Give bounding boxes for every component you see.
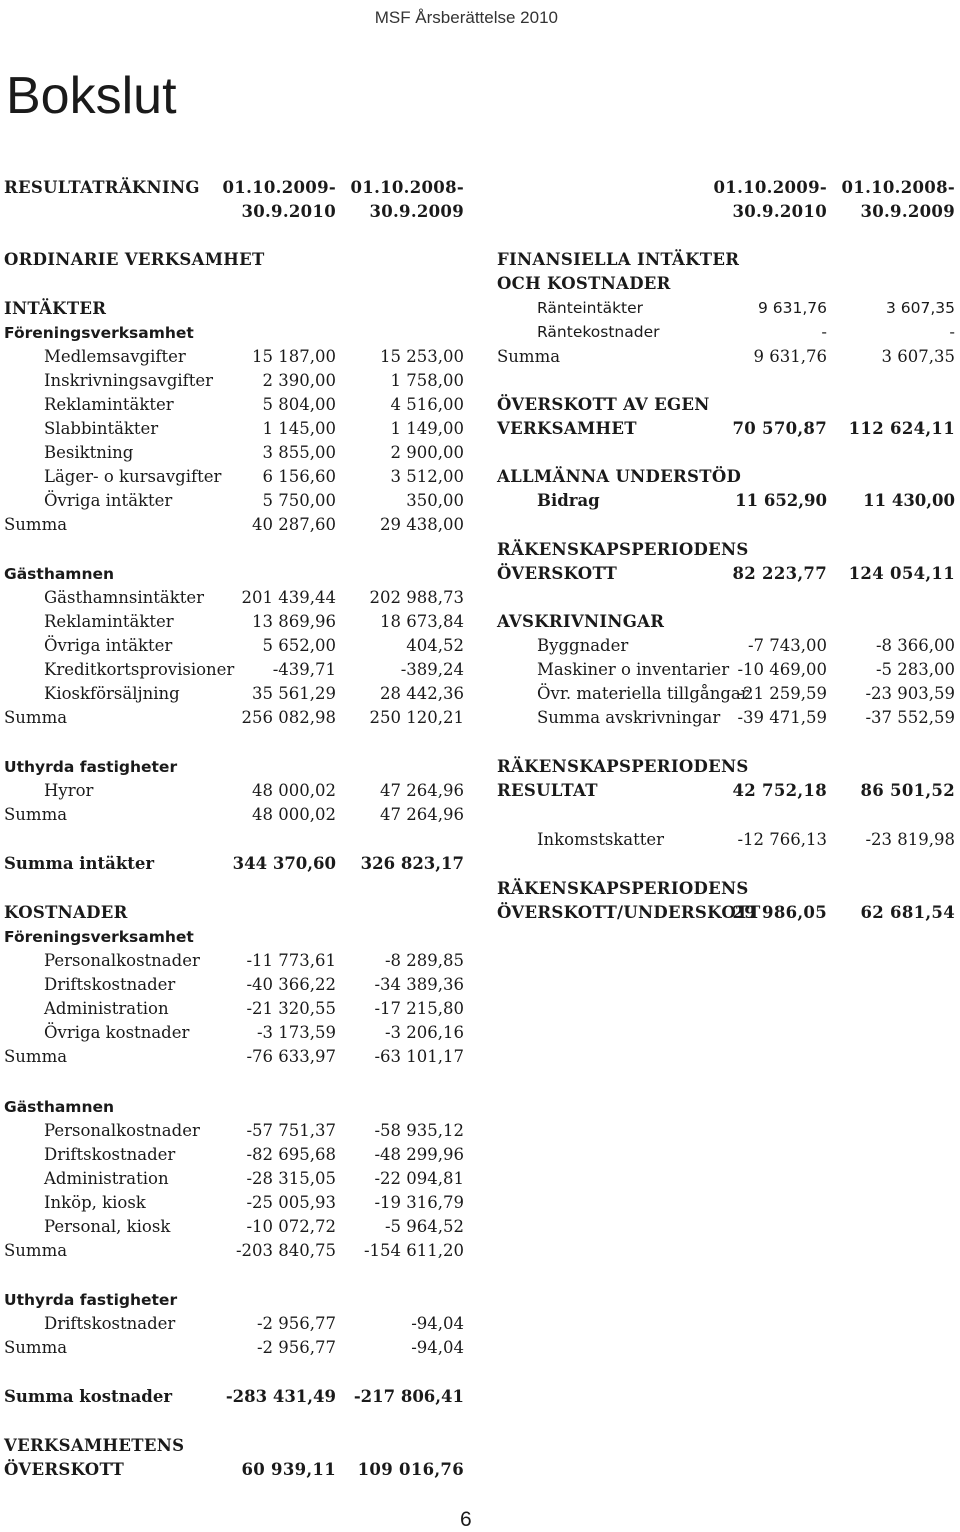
row-label: Summa [4,1047,68,1066]
value-2008-2009: 202 988,73 [369,588,464,607]
row-label: Byggnader [537,636,629,655]
row-label: ÖVERSKOTT [497,564,618,583]
row-label: Summa [497,347,561,366]
left-table-row [4,369,464,393]
value-2008-2009: -5 283,00 [875,660,955,679]
value-2008-2009: -8 289,85 [384,951,464,970]
row-label: Summa intäkter [4,854,155,873]
period-current-end: 30.9.2010 [732,202,827,221]
row-label: Kreditkortsprovisioner [44,660,235,679]
value-2009-2010: 29 986,05 [732,903,827,922]
left-table-row [4,755,464,779]
left-table-row [4,1045,464,1069]
value-2009-2010: -203 840,75 [235,1241,336,1260]
right-table-row [497,417,959,441]
value-2009-2010: -39 471,59 [737,708,827,727]
right-table-row [497,296,959,320]
row-label: Personalkostnader [44,1121,200,1140]
value-2008-2009: -154 611,20 [363,1241,464,1260]
row-label: RÄKENSKAPSPERIODENS [497,757,749,776]
value-2009-2010: 42 752,18 [732,781,827,800]
left-table-row [4,1385,464,1409]
left-table-row [4,852,464,876]
value-2008-2009: 350,00 [406,491,464,510]
value-2008-2009: -94,04 [411,1338,464,1357]
left-table-row [4,297,464,321]
value-2009-2010: 9 631,76 [753,347,827,366]
value-2008-2009: -217 806,41 [353,1387,464,1406]
value-2009-2010: 13 869,96 [252,612,336,631]
left-table-row [4,1167,464,1191]
row-label: Maskiner o inventarier [537,660,730,679]
value-2008-2009: 3 607,35 [885,299,955,317]
left-table-row [4,1095,464,1119]
value-2009-2010: -11 773,61 [246,951,336,970]
value-2008-2009: 47 264,96 [380,781,464,800]
right-table-row [497,877,959,901]
value-2009-2010: -12 766,13 [737,830,827,849]
right-table-row [497,562,959,586]
value-2009-2010: 48 000,02 [252,805,336,824]
left-table-row [4,779,464,803]
value-2008-2009: 18 673,84 [380,612,464,631]
period-previous-end: 30.9.2009 [860,202,955,221]
row-label: VERKSAMHETENS [4,1436,185,1455]
value-2009-2010: 344 370,60 [232,854,336,873]
row-label: Övriga kostnader [44,1023,190,1042]
value-2008-2009: 1 149,00 [390,419,464,438]
row-label: Personalkostnader [44,951,200,970]
row-label: Slabbintäkter [44,419,159,438]
row-label: Summa [4,708,68,727]
row-label: ORDINARIE VERKSAMHET [4,250,265,269]
left-table-row [4,393,464,417]
value-2008-2009: 15 253,00 [380,347,464,366]
row-label: Administration [44,1169,169,1188]
value-2009-2010: -3 173,59 [256,1023,336,1042]
row-label: Läger- o kursavgifter [44,467,222,486]
value-2008-2009: 47 264,96 [380,805,464,824]
value-2008-2009: 86 501,52 [860,781,955,800]
value-2008-2009: 3 607,35 [881,347,955,366]
value-2009-2010: 201 439,44 [241,588,336,607]
value-2009-2010: -21 259,59 [737,684,827,703]
value-2008-2009: 404,52 [406,636,464,655]
value-2009-2010: 3 855,00 [262,443,336,462]
value-2009-2010: -82 695,68 [246,1145,336,1164]
value-2008-2009: 326 823,17 [360,854,464,873]
value-2008-2009: 3 512,00 [390,467,464,486]
page-title: Bokslut [6,67,177,125]
value-2009-2010: -21 320,55 [246,999,336,1018]
left-table-row [4,1312,464,1336]
value-2008-2009: -34 389,36 [374,975,464,994]
left-table-row [4,321,464,345]
right-header-row-2 [497,200,959,224]
row-label: INTÄKTER [4,299,107,318]
row-label: VERKSAMHET [497,419,637,438]
row-label: Inkomstskatter [537,830,665,849]
value-2008-2009: 2 900,00 [390,443,464,462]
value-2008-2009: -22 094,81 [374,1169,464,1188]
row-label: Summa [4,1241,68,1260]
value-2008-2009: -17 215,80 [374,999,464,1018]
row-label: Summa kostnader [4,1387,173,1406]
value-2008-2009: 29 438,00 [380,515,464,534]
row-label: KOSTNADER [4,903,128,922]
right-table-row [497,272,959,296]
right-table-row [497,706,959,730]
right-table-row [497,610,959,634]
right-table-row [497,489,959,513]
left-table-row [4,1336,464,1360]
value-2009-2010: 6 156,60 [262,467,336,486]
period-current-start: 01.10.2009- [222,178,336,197]
left-table-row [4,973,464,997]
value-2009-2010: 40 287,60 [252,515,336,534]
value-2008-2009: 1 758,00 [390,371,464,390]
value-2009-2010: 5 804,00 [262,395,336,414]
left-table-row [4,1143,464,1167]
row-label: Övriga intäkter [44,491,173,510]
row-label: Reklamintäkter [44,395,174,414]
row-label: ALLMÄNNA UNDERSTÖD [497,467,742,486]
row-label: Summa avskrivningar [537,708,721,727]
row-label: Driftskostnader [44,975,176,994]
value-2008-2009: 4 516,00 [390,395,464,414]
row-label: Summa [4,515,68,534]
left-table-row [4,1458,464,1482]
row-label: Gästhamnen [4,565,115,583]
row-label: Driftskostnader [44,1145,176,1164]
row-label: Föreningsverksamhet [4,928,194,946]
value-2008-2009: -23 903,59 [865,684,955,703]
left-table-row [4,658,464,682]
value-2008-2009: 250 120,21 [369,708,464,727]
value-2009-2010: 15 187,00 [252,347,336,366]
right-table-row [497,828,959,852]
value-2009-2010: -28 315,05 [246,1169,336,1188]
value-2009-2010: 1 145,00 [262,419,336,438]
row-label: Gästhamnsintäkter [44,588,204,607]
value-2009-2010: 70 570,87 [732,419,827,438]
value-2008-2009: -37 552,59 [865,708,955,727]
page-number: 6 [460,1508,472,1531]
period-current-end: 30.9.2010 [241,202,336,221]
value-2008-2009: -19 316,79 [374,1193,464,1212]
left-header-row [4,176,464,200]
row-label: Hyror [44,781,94,800]
left-table-row [4,610,464,634]
row-label: OCH KOSTNADER [497,274,671,293]
left-table-row [4,1191,464,1215]
right-table-row [497,393,959,417]
left-table-row [4,997,464,1021]
value-2008-2009: -63 101,17 [374,1047,464,1066]
row-label: Gästhamnen [4,1098,115,1116]
left-table-row [4,1215,464,1239]
value-2008-2009: -58 935,12 [374,1121,464,1140]
left-table-row [4,803,464,827]
value-2009-2010: -57 751,37 [246,1121,336,1140]
left-table-row [4,1119,464,1143]
value-2009-2010: 11 652,90 [735,491,827,510]
period-previous-end: 30.9.2009 [369,202,464,221]
row-label: Medlemsavgifter [44,347,186,366]
row-label: RESULTAT [497,781,598,800]
value-2008-2009: - [949,323,955,341]
row-label: Driftskostnader [44,1314,176,1333]
value-2009-2010: 82 223,77 [732,564,827,583]
left-table-row [4,682,464,706]
right-table-row [497,538,959,562]
value-2009-2010: -10 072,72 [246,1217,336,1236]
right-table-row [497,465,959,489]
right-table-row [497,634,959,658]
period-previous-start: 01.10.2008- [350,178,464,197]
right-table-row [497,248,959,272]
row-label: ÖVERSKOTT [4,1460,125,1479]
value-2009-2010: 60 939,11 [241,1460,336,1479]
row-label: RÄKENSKAPSPERIODENS [497,540,749,559]
value-2009-2010: 256 082,98 [241,708,336,727]
value-2008-2009: 124 054,11 [848,564,955,583]
row-label: RÄKENSKAPSPERIODENS [497,879,749,898]
value-2009-2010: -2 956,77 [256,1314,336,1333]
left-table-row [4,417,464,441]
row-label: Kioskförsäljning [44,684,180,703]
value-2009-2010: - [821,323,827,341]
value-2008-2009: -389,24 [400,660,464,679]
period-current-start: 01.10.2009- [713,178,827,197]
value-2008-2009: -3 206,16 [384,1023,464,1042]
row-label: Bidrag [537,491,600,510]
value-2009-2010: 2 390,00 [262,371,336,390]
value-2008-2009: 112 624,11 [848,419,955,438]
right-table-row [497,658,959,682]
value-2009-2010: -2 956,77 [256,1338,336,1357]
right-table-row [497,682,959,706]
row-label: ÖVERSKOTT/UNDERSKOTT [497,903,761,922]
document-header: MSF Årsberättelse 2010 [374,8,558,27]
left-table-row [4,562,464,586]
value-2009-2010: 9 631,76 [757,299,827,317]
value-2008-2009: 28 442,36 [380,684,464,703]
right-header-row [497,176,959,200]
value-2009-2010: -76 633,97 [246,1047,336,1066]
left-table-row [4,586,464,610]
row-label: ÖVERSKOTT AV EGEN [497,395,710,414]
row-label: Räntekostnader [537,323,660,341]
value-2009-2010: 35 561,29 [252,684,336,703]
value-2008-2009: -8 366,00 [875,636,955,655]
left-table-row [4,1288,464,1312]
value-2009-2010: -439,71 [272,660,336,679]
row-label: Övriga intäkter [44,636,173,655]
value-2008-2009: -48 299,96 [374,1145,464,1164]
value-2009-2010: 5 652,00 [262,636,336,655]
value-2009-2010: -283 431,49 [225,1387,336,1406]
row-label: Besiktning [44,443,134,462]
row-label: Summa [4,805,68,824]
value-2009-2010: -40 366,22 [246,975,336,994]
row-label: Inskrivningsavgifter [44,371,214,390]
row-label: Inköp, kiosk [44,1193,146,1212]
row-label: Administration [44,999,169,1018]
left-table-row [4,634,464,658]
left-table-row [4,706,464,730]
row-label: Reklamintäkter [44,612,174,631]
row-label: Personal, kiosk [44,1217,171,1236]
left-table-row [4,465,464,489]
value-2009-2010: -25 005,93 [246,1193,336,1212]
row-label: Föreningsverksamhet [4,324,194,342]
right-table-row [497,901,959,925]
value-2009-2010: -10 469,00 [737,660,827,679]
row-label: Övr. materiella tillgångar [537,684,749,703]
left-table-row [4,489,464,513]
left-table-row [4,345,464,369]
left-table-row [4,1239,464,1263]
left-table-row [4,901,464,925]
row-label: Summa [4,1338,68,1357]
right-table-row [497,779,959,803]
left-table-row [4,925,464,949]
left-table-row [4,248,464,272]
row-label: AVSKRIVNINGAR [497,612,665,631]
right-table-row [497,755,959,779]
right-table-row [497,345,959,369]
value-2009-2010: 48 000,02 [252,781,336,800]
row-label: Uthyrda fastigheter [4,1291,178,1309]
value-2008-2009: -94,04 [411,1314,464,1333]
value-2008-2009: 62 681,54 [860,903,955,922]
right-table-row [497,320,959,344]
left-table-row [4,1021,464,1045]
value-2008-2009: -23 819,98 [865,830,955,849]
income-statement-heading: RESULTATRÄKNING [4,178,200,197]
left-table-row [4,513,464,537]
value-2009-2010: -7 743,00 [747,636,827,655]
left-table-row [4,1434,464,1458]
value-2008-2009: 109 016,76 [357,1460,464,1479]
row-label: Uthyrda fastigheter [4,758,178,776]
row-label: Ränteintäkter [537,299,644,317]
value-2008-2009: -5 964,52 [384,1217,464,1236]
left-table-row [4,441,464,465]
left-header-row-2 [4,200,464,224]
value-2009-2010: 5 750,00 [262,491,336,510]
period-previous-start: 01.10.2008- [841,178,955,197]
left-table-row [4,949,464,973]
row-label: FINANSIELLA INTÄKTER [497,250,740,269]
value-2008-2009: 11 430,00 [863,491,955,510]
